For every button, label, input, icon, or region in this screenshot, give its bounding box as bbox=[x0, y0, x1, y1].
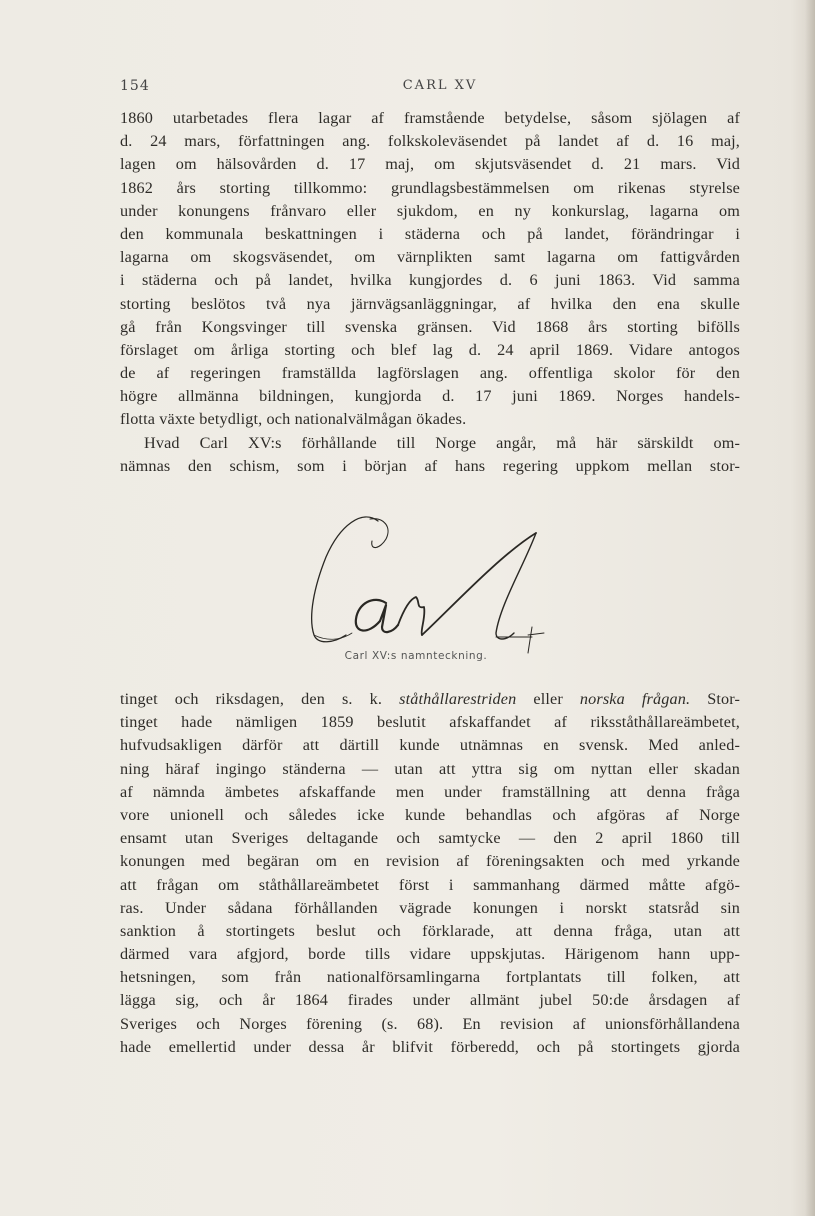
text-line: lagarna om skogsväsendet, om värnplikten samt lagarna om fattigvården bbox=[120, 248, 740, 267]
text-line: Hvad Carl XV:s förhållande till Norge angår, må här särskildt om- bbox=[144, 433, 740, 452]
paragraph-bottom bbox=[120, 688, 740, 1059]
paragraph-top bbox=[120, 107, 740, 478]
text-line: förslaget om årliga storting och blef lag d. 24 april 1869. Vidare antogos bbox=[120, 340, 740, 359]
text-line: ning häraf ingingo ständerna — utan att yttra sig om nyttan eller skadan bbox=[120, 759, 740, 778]
text-line: under konungens frånvaro eller sjukdom, en ny konkurslag, lagarna om bbox=[120, 201, 740, 220]
text-line-mixed bbox=[120, 688, 740, 711]
text-line: lägga sig, och år 1864 firades under allmänt jubel 50:de årsdagen af bbox=[120, 991, 740, 1010]
signature-caption: Carl XV:s namnteckning. bbox=[344, 650, 488, 662]
text-line: nämnas den schism, som i början af hans regering uppkom mellan stor- bbox=[120, 456, 740, 475]
signature-drawing bbox=[300, 505, 560, 655]
text-line: d. 24 mars, författningen ang. folkskoleväsendet på landet af d. 16 maj, bbox=[120, 132, 740, 151]
text-line: storting beslötos två nya järnvägsanläggningar, af hvilka den ena skulle bbox=[120, 294, 740, 313]
running-title: CARL XV bbox=[402, 78, 478, 93]
text-line: tinget hade nämligen 1859 beslutit afskaffandet af riksståthållareämbetet, bbox=[120, 713, 740, 732]
text-line: att frågan om ståthållareämbetet först i sammanhang därmed måtte afgö- bbox=[120, 875, 740, 894]
text-line: vore unionell och således icke kunde behandlas och afgöras af Norge bbox=[120, 805, 740, 824]
text-line: gå från Kongsvinger till svenska gränsen. Vid 1868 års storting bifölls bbox=[120, 317, 740, 336]
text-line: därmed vara afgjord, borde tills vidare uppskjutas. Härigenom hann upp- bbox=[120, 945, 740, 964]
italic-term: norska frågan. bbox=[579, 690, 691, 708]
page-number: 154 bbox=[120, 78, 150, 94]
text-line: sanktion å stortingets beslut och förklarade, att denna fråga, utan att bbox=[120, 921, 740, 940]
page-edge-shadow bbox=[805, 0, 815, 1216]
text-run: eller bbox=[516, 690, 580, 708]
text-line: den kommunala beskattningen i städerna och på landet, förändringar i bbox=[120, 224, 740, 243]
text-line: ensamt utan Sveriges deltagande och samtycke — den 2 april 1860 till bbox=[120, 829, 740, 848]
text-line: af nämnda ämbetes afskaffande men under framställning att denna fråga bbox=[120, 782, 740, 801]
text-line: konungen med begäran om en revision af föreningsakten och med yrkande bbox=[120, 852, 740, 871]
text-line: flotta växte betydligt, och nationalvälmågan ökades. bbox=[120, 410, 467, 429]
text-line: lagen om hälsovården d. 17 maj, om skjutsväsendet d. 21 mars. Vid bbox=[120, 155, 740, 174]
text-line: hetsningen, som från nationalförsamlingarna fortplantats till folken, att bbox=[120, 968, 740, 987]
text-line: ras. Under sådana förhållanden vägrade konungen i norskt statsråd sin bbox=[120, 898, 740, 917]
text-run: tinget och riksdagen, den s. k. bbox=[120, 690, 400, 708]
text-line: 1862 års storting tillkommo: grundlagsbestämmelsen om rikenas styrelse bbox=[120, 178, 740, 197]
italic-term: ståthållarestriden bbox=[399, 690, 517, 708]
running-head bbox=[120, 78, 740, 100]
text-line: 1860 utarbetades flera lagar af framstående betydelse, såsom sjölagen af bbox=[120, 109, 740, 127]
text-line: de af regeringen framställda lagförslagen ang. offentliga skolor för den bbox=[120, 364, 740, 383]
text-line: i städerna och på landet, hvilka kungjordes d. 6 juni 1863. Vid samma bbox=[120, 271, 740, 290]
text-line: Sveriges och Norges förening (s. 68). En revision af unionsförhållandena bbox=[120, 1014, 740, 1033]
text-run: Stor- bbox=[690, 690, 740, 708]
signature-image bbox=[300, 505, 560, 655]
text-line: högre allmänna bildningen, kungjorda d. 17 juni 1869. Norges handels- bbox=[120, 387, 740, 406]
text-line: hufvudsakligen därför att därtill kunde utnämnas en svensk. Med anled- bbox=[120, 736, 740, 755]
text-line: hade emellertid under dessa år blifvit förberedd, och på stortingets gjorda bbox=[120, 1037, 740, 1056]
